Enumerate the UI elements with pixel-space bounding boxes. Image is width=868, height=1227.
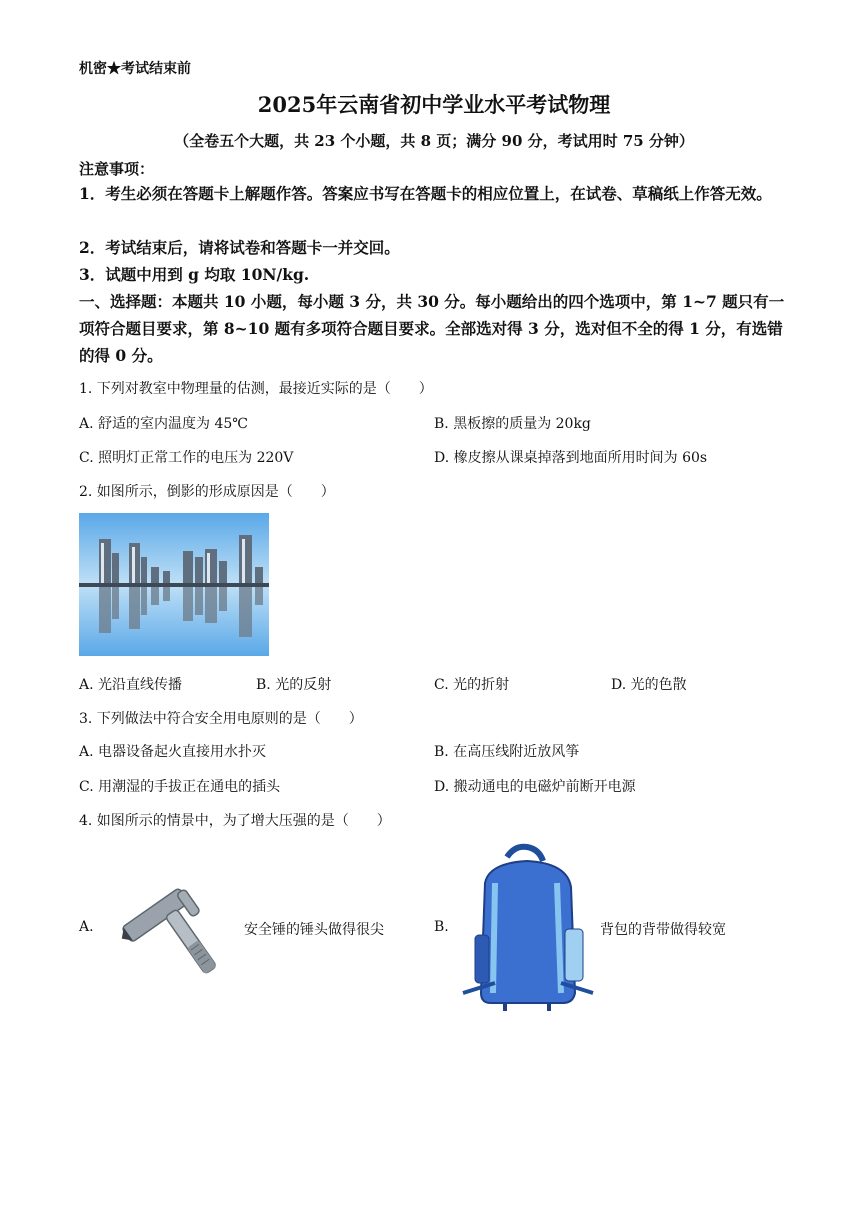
question-1-option-c: C. 照明灯正常工作的电压为 220V xyxy=(79,450,294,466)
question-2-option-c: C. 光的折射 xyxy=(434,677,510,693)
question-2-option-d: D. 光的色散 xyxy=(611,677,687,693)
section-intro: 一、选择题：本题共 10 小题，每小题 3 分，共 30 分。每小题给出的四个选项中，第 1~7 题只有一项符合题目要求，第 8~10 题有多项符合题目要求。全部选对得 3 分，选对但不全的得 1 分，有选错的得 0 分。 xyxy=(79,292,785,365)
question-3-stem: 3. 下列做法中符合安全用电原则的是（ ） xyxy=(79,711,363,727)
question-3-option-d: D. 搬动通电的电磁炉前断开电源 xyxy=(434,779,636,795)
question-2-stem: 2. 如图所示，倒影的形成原因是（ ） xyxy=(79,484,335,500)
question-1-option-a: A. 舒适的室内温度为 45℃ xyxy=(79,416,248,432)
question-1-option-b: B. 黑板擦的质量为 20kg xyxy=(434,416,591,432)
notice-item-2: 2．考试结束后，请将试卷和答题卡一并交回。 xyxy=(79,238,400,257)
safety-hammer-image xyxy=(118,863,246,991)
question-4-option-b-letter: B. xyxy=(434,919,449,935)
question-3-option-b: B. 在高压线附近放风筝 xyxy=(434,744,580,760)
city-reflection-image xyxy=(79,513,269,656)
question-1-option-d: D. 橡皮擦从课桌掉落到地面所用时间为 60s xyxy=(434,450,708,466)
notice-item-3: 3．试题中用到 g 均取 10N/kg. xyxy=(79,265,310,284)
question-2-option-a: A. 光沿直线传播 xyxy=(79,677,183,693)
confidential-label: 机密★考试结束前 xyxy=(79,61,191,77)
exam-title: 2025年云南省初中学业水平考试物理 xyxy=(257,92,611,117)
question-4-option-a-text: 安全锤的锤头做得很尖 xyxy=(244,922,384,938)
backpack-image xyxy=(455,843,600,1013)
question-3-option-a: A. 电器设备起火直接用水扑灭 xyxy=(79,744,267,760)
question-4-option-b-text: 背包的背带做得较宽 xyxy=(600,922,726,938)
notice-item-1: 1．考生必须在答题卡上解题作答。答案应书写在答题卡的相应位置上，在试卷、草稿纸上作答无效。 xyxy=(79,184,772,203)
question-3-option-c: C. 用潮湿的手拔正在通电的插头 xyxy=(79,779,281,795)
question-1-stem: 1. 下列对教室中物理量的估测，最接近实际的是（ ） xyxy=(79,381,433,397)
exam-subtitle: （全卷五个大题，共 23 个小题，共 8 页；满分 90 分，考试用时 75 分钟） xyxy=(174,132,694,150)
question-4-stem: 4. 如图所示的情景中，为了增大压强的是（ ） xyxy=(79,813,391,829)
question-2-option-b: B. 光的反射 xyxy=(256,677,332,693)
notice-heading: 注意事项： xyxy=(79,160,155,178)
question-4-option-a-letter: A. xyxy=(79,919,94,935)
